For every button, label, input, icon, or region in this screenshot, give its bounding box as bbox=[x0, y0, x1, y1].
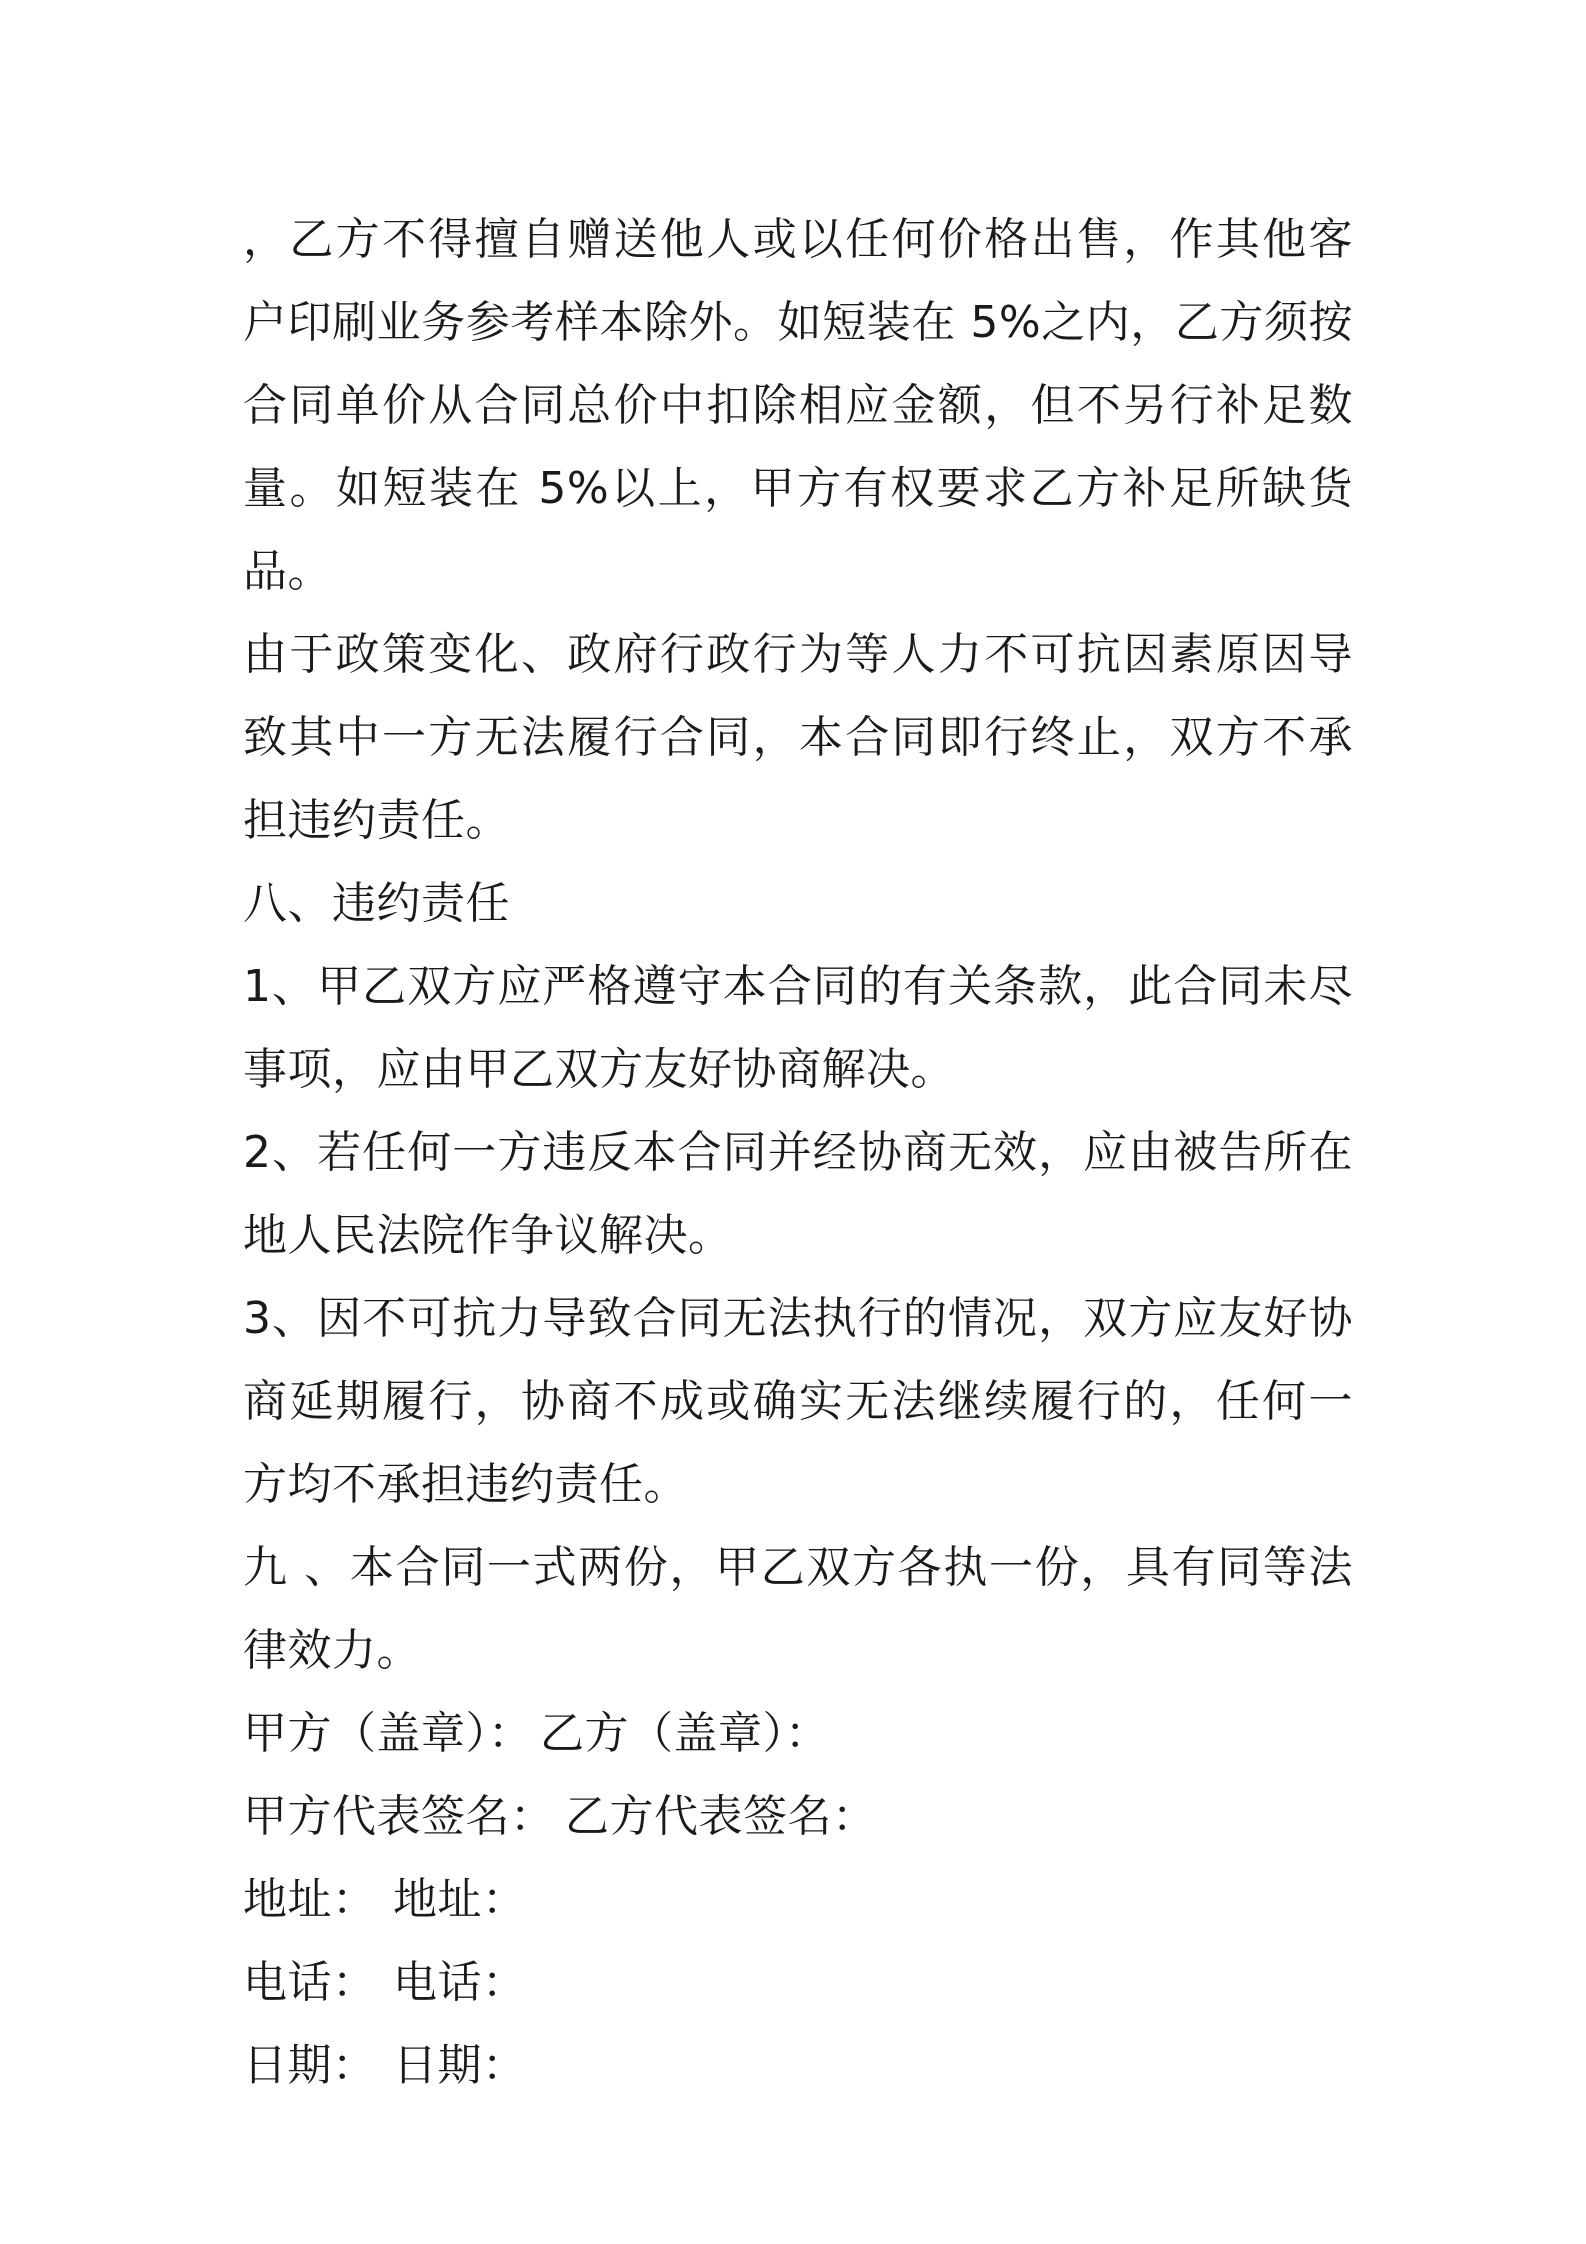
party-b-phone-label: 电话： bbox=[393, 1957, 527, 2008]
party-b-representative-label: 乙方代表签名： bbox=[565, 1791, 877, 1842]
signature-row-seal bbox=[243, 1692, 1353, 1775]
clause-2-dispute-court: 2、若任何一方违反本合同并经协商无效，应由被告所在地人民法院作争议解决。 bbox=[243, 1127, 1353, 1261]
party-b-date-label: 日期： bbox=[393, 2040, 527, 2091]
party-b-address-label: 地址： bbox=[393, 1874, 527, 1925]
clause-3-force-majeure: 3、因不可抗力导致合同无法执行的情况，双方应友好协商延期履行，协商不成或确实无法继续履行的，任何一方均不承担违约责任。 bbox=[243, 1293, 1353, 1510]
party-b-seal-label: 乙方（盖章）： bbox=[540, 1708, 830, 1759]
party-a-seal-label: 甲方（盖章）： bbox=[243, 1708, 533, 1759]
section-nine-copies: 九 、本合同一式两份，甲乙双方各执一份，具有同等法律效力。 bbox=[243, 1542, 1353, 1676]
clause-1-compliance: 1、甲乙双方应严格遵守本合同的有关条款，此合同未尽事项，应由甲乙双方友好协商解决。 bbox=[243, 961, 1353, 1095]
document-body bbox=[243, 198, 1353, 2107]
party-a-date-label: 日期： bbox=[243, 2040, 377, 2091]
party-a-address-label: 地址： bbox=[243, 1874, 377, 1925]
section-heading-breach-liability: 八、违约责任 bbox=[243, 878, 510, 929]
paragraph-short-delivery: ，乙方不得擅自赠送他人或以任何价格出售，作其他客户印刷业务参考样本除外。如短装在 5%之内，乙方须按合同单价从合同总价中扣除相应金额，但不另行补足数量。如短装在 5%以上，甲方有权要求乙方补足所缺货品。 bbox=[243, 214, 1353, 597]
paragraph-force-majeure-termination: 由于政策变化、政府行政行为等人力不可抗因素原因导致其中一方无法履行合同，本合同即行终止，双方不承担违约责任。 bbox=[243, 629, 1353, 846]
party-a-phone-label: 电话： bbox=[243, 1957, 377, 2008]
party-a-representative-label: 甲方代表签名： bbox=[243, 1791, 555, 1842]
signature-row-phone bbox=[243, 1941, 1353, 2024]
signature-row-address bbox=[243, 1858, 1353, 1941]
signature-row-representative bbox=[243, 1775, 1353, 1858]
signature-row-date bbox=[243, 2024, 1353, 2107]
